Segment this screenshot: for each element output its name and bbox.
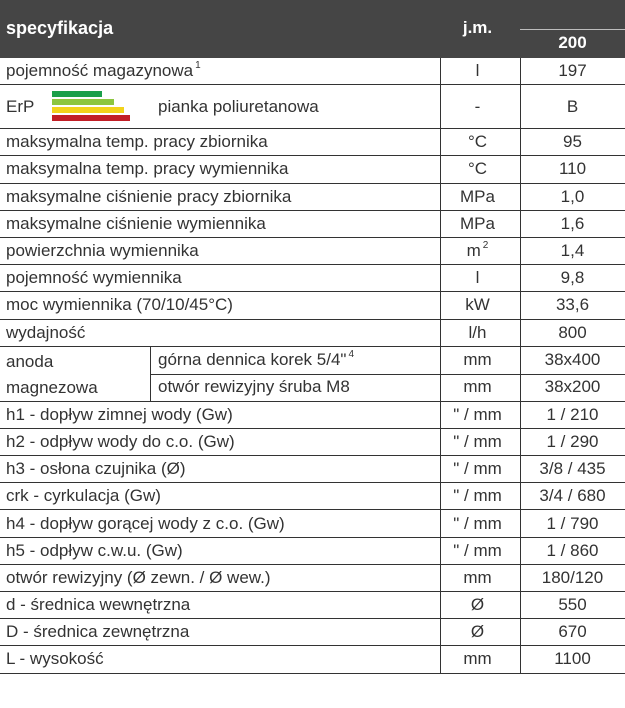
row-label: otwór rewizyjny (Ø zewn. / Ø wew.) bbox=[6, 567, 271, 587]
header-divider bbox=[520, 29, 625, 30]
row-unit: mm bbox=[463, 377, 492, 397]
table-row bbox=[0, 184, 625, 211]
row-unit: MPa bbox=[460, 186, 495, 206]
row-value: 3/4 / 680 bbox=[539, 486, 606, 506]
row-value: 1 / 290 bbox=[546, 431, 599, 451]
row-value: 1,6 bbox=[560, 213, 585, 233]
row-label: wydajność bbox=[6, 322, 86, 342]
energy-label-icon bbox=[52, 91, 132, 123]
erp-row bbox=[0, 85, 625, 129]
row-value: 1100 bbox=[554, 649, 591, 669]
row-label: h5 - odpływ c.w.u. (Gw) bbox=[6, 540, 183, 560]
row-unit: Ø bbox=[470, 622, 485, 642]
table-row bbox=[0, 429, 625, 456]
table-row bbox=[0, 129, 625, 156]
row-unit: Ø bbox=[470, 595, 485, 615]
row-value: 9,8 bbox=[560, 268, 585, 288]
row-label: h4 - dopływ gorącej wody z c.o. (Gw) bbox=[6, 513, 285, 533]
row-label: moc wymiennika (70/10/45°C) bbox=[6, 295, 233, 315]
unit-superscript: 2 bbox=[482, 239, 489, 251]
row-unit: °C bbox=[467, 132, 488, 152]
row-label: maksymalne ciśnienie pracy zbiornika bbox=[6, 186, 292, 206]
row-value: 1,0 bbox=[560, 186, 585, 206]
row-unit: l bbox=[475, 268, 480, 288]
row-unit: " / mm bbox=[453, 513, 502, 533]
table-row bbox=[0, 58, 625, 85]
erp-class: B bbox=[566, 96, 579, 116]
row-unit: MPa bbox=[460, 213, 495, 233]
row-label: h2 - odpływ wody do c.o. (Gw) bbox=[6, 431, 235, 451]
header-unit: j.m. bbox=[462, 18, 493, 37]
row-value: 550 bbox=[558, 595, 587, 615]
row-unit: " / mm bbox=[453, 540, 502, 560]
row-value: 670 bbox=[558, 622, 587, 642]
row-label: maksymalna temp. pracy zbiornika bbox=[6, 132, 268, 152]
anode-subrow bbox=[150, 374, 625, 401]
row-unit: mm bbox=[463, 567, 492, 587]
table-row bbox=[0, 292, 625, 319]
row-unit: " / mm bbox=[453, 431, 502, 451]
anode-row bbox=[0, 347, 625, 402]
table-row bbox=[0, 592, 625, 619]
row-value: 3/8 / 435 bbox=[539, 459, 606, 479]
footnote-marker: 4 bbox=[348, 348, 354, 360]
energy-bar-b bbox=[52, 99, 114, 105]
row-value: 95 bbox=[563, 132, 582, 152]
row-unit bbox=[440, 238, 515, 264]
row-unit: mm bbox=[463, 350, 492, 370]
row-label: h1 - dopływ zimnej wody (Gw) bbox=[6, 404, 233, 424]
row-value: 110 bbox=[558, 159, 587, 179]
row-label bbox=[6, 58, 201, 84]
energy-bar-a bbox=[52, 91, 102, 97]
row-label: otwór rewizyjny śruba M8 bbox=[158, 377, 350, 397]
table-row bbox=[0, 320, 625, 347]
row-label: h3 - osłona czujnika (Ø) bbox=[6, 459, 186, 479]
anode-label: anoda magnezowa bbox=[6, 351, 98, 397]
row-value: 1 / 210 bbox=[546, 404, 599, 424]
table-row bbox=[0, 483, 625, 510]
row-value: 33,6 bbox=[555, 295, 590, 315]
erp-description: pianka poliuretanowa bbox=[158, 96, 319, 116]
row-value: 1 / 790 bbox=[546, 513, 599, 533]
table-row bbox=[0, 156, 625, 183]
row-value: 800 bbox=[558, 322, 587, 342]
row-value: 1,4 bbox=[560, 241, 585, 261]
row-label: d - średnica wewnętrzna bbox=[6, 595, 191, 615]
footnote-marker: 1 bbox=[195, 59, 201, 71]
header-model: 200 bbox=[558, 33, 587, 52]
row-label: crk - cyrkulacja (Gw) bbox=[6, 486, 161, 506]
row-unit: l bbox=[475, 61, 480, 81]
row-unit: mm bbox=[463, 649, 492, 669]
header-title: specyfikacja bbox=[6, 18, 114, 38]
row-label: D - średnica zewnętrzna bbox=[6, 622, 190, 642]
table-row bbox=[0, 510, 625, 537]
row-label: maksymalna temp. pracy wymiennika bbox=[6, 159, 289, 179]
table-header bbox=[0, 0, 625, 58]
row-value: 38x200 bbox=[544, 377, 601, 397]
table-row bbox=[0, 619, 625, 646]
row-unit: - bbox=[474, 96, 481, 116]
table-row bbox=[0, 646, 625, 673]
row-unit: " / mm bbox=[453, 404, 502, 424]
table-row bbox=[0, 402, 625, 429]
energy-bar-d bbox=[52, 115, 130, 121]
row-label bbox=[158, 347, 354, 374]
table-row bbox=[0, 211, 625, 238]
row-unit: l/h bbox=[468, 322, 487, 342]
table-body bbox=[0, 58, 625, 674]
row-label: powierzchnia wymiennika bbox=[6, 241, 199, 261]
unit-text: m bbox=[466, 241, 481, 261]
row-value: 197 bbox=[558, 61, 587, 81]
table-row bbox=[0, 565, 625, 592]
row-label-text: pojemność magazynowa bbox=[6, 61, 194, 81]
table-row bbox=[0, 238, 625, 265]
table-row bbox=[0, 456, 625, 483]
energy-bar-c bbox=[52, 107, 124, 113]
row-label-text: górna dennica korek 5/4" bbox=[158, 350, 347, 370]
row-unit: °C bbox=[467, 159, 488, 179]
table-row bbox=[0, 265, 625, 292]
anode-subrow bbox=[150, 347, 625, 375]
row-label: pojemność wymiennika bbox=[6, 268, 182, 288]
table-row bbox=[0, 538, 625, 565]
row-unit: kW bbox=[465, 295, 490, 315]
row-unit: " / mm bbox=[453, 459, 502, 479]
row-label: maksymalne ciśnienie wymiennika bbox=[6, 213, 266, 233]
row-label: L - wysokość bbox=[6, 649, 104, 669]
row-value: 180/120 bbox=[541, 567, 604, 587]
row-value: 38x400 bbox=[544, 350, 601, 370]
erp-label: ErP bbox=[6, 96, 35, 116]
row-unit: " / mm bbox=[453, 486, 502, 506]
row-value: 1 / 860 bbox=[546, 540, 599, 560]
